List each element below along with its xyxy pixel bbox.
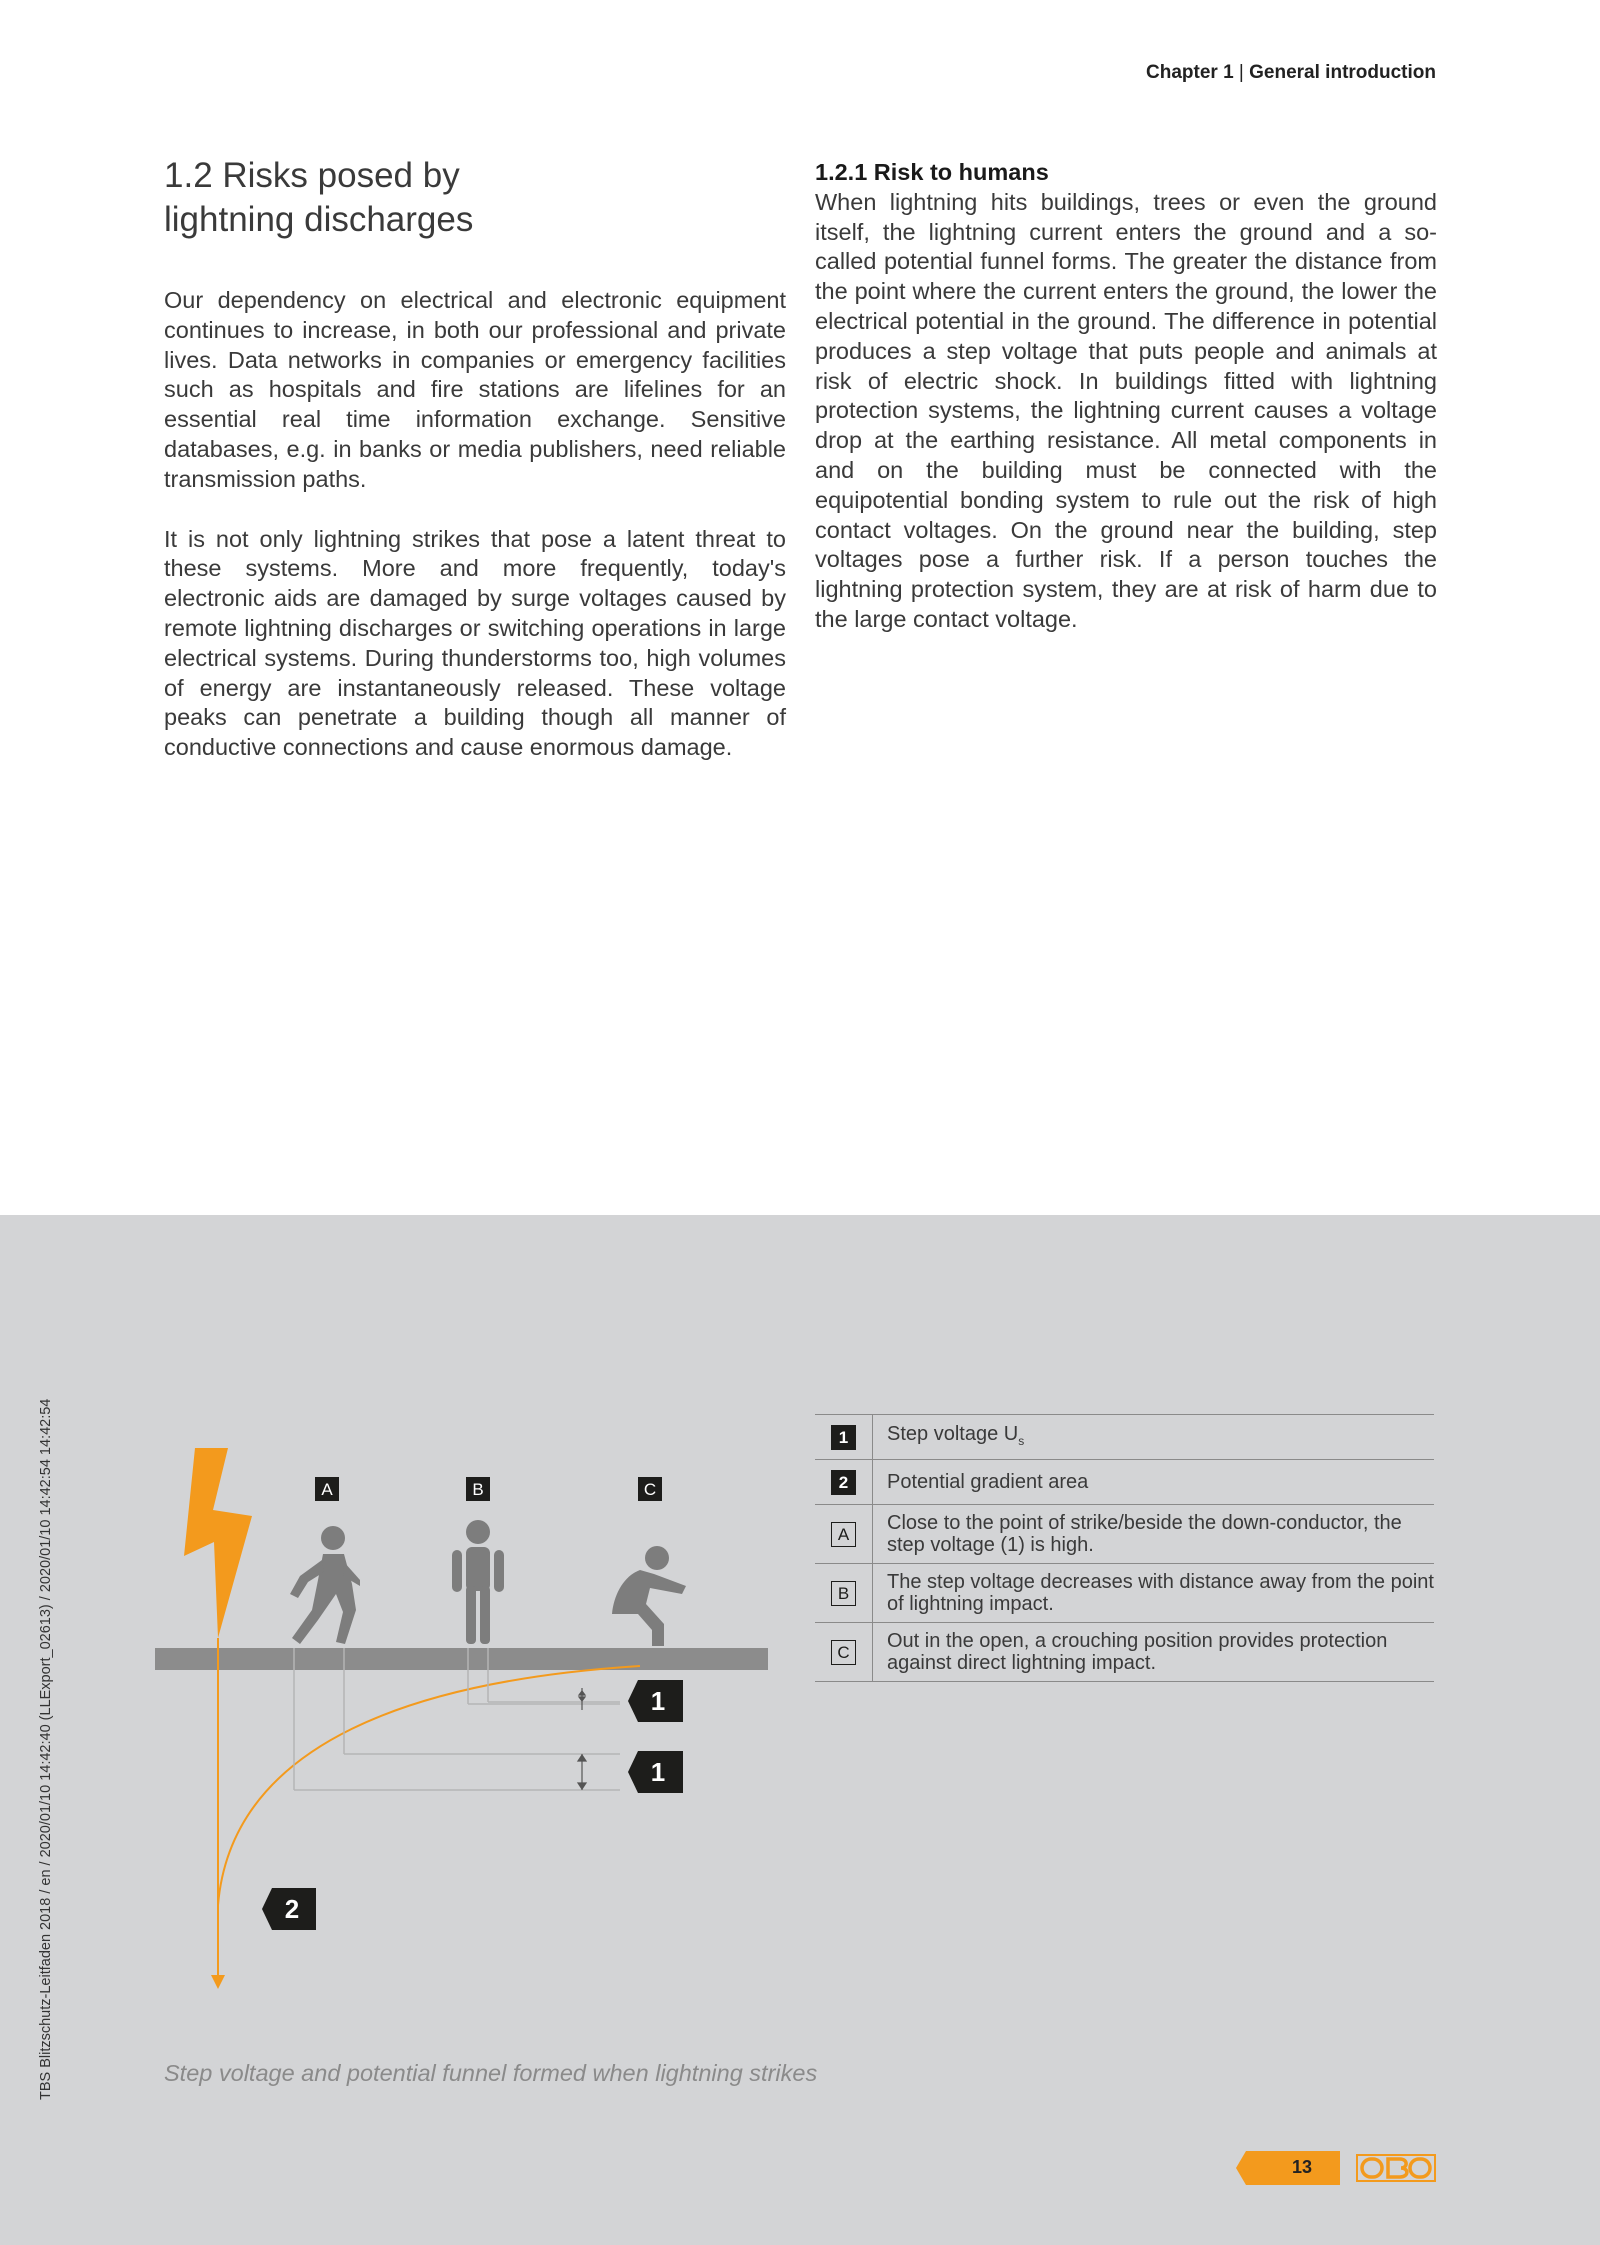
- diagram-legend: [815, 1414, 1434, 1682]
- section-title-line2: lightning discharges: [164, 200, 474, 239]
- current-arrow-icon: [211, 1975, 225, 1989]
- marker-1-lower-text: 1: [650, 1757, 666, 1787]
- paragraph-dependency: Our dependency on electrical and electronic equipment continues to increase, in both our professional and private lives. Data networks in companies or emergency facilities such as hospitals and fire stations are lifelines for an essential real time information exchange. Sensitive databases, e.g. in banks or media publishers, need reliable transmission paths.: [164, 287, 786, 492]
- legend-key-1: 1: [831, 1425, 856, 1450]
- marker-2: [262, 1888, 316, 1930]
- section-title-line1: 1.2 Risks posed by: [164, 156, 460, 195]
- step-voltage-diagram: [0, 1380, 800, 2000]
- paragraph-risk-to-humans: When lightning hits buildings, trees or even the ground itself, the lightning current enters the ground and a so-called potential funnel forms. The greater the distance from the point where the current enters the ground, the lower the electrical potential in the ground. The difference in potential produces a step voltage that puts people and animals at risk of electric shock. In buildings fitted with lightning protection systems, the lightning current causes a voltage drop at the earthing resistance. All metal components in and on the building must be connected with the equipotential bonding system to rule out the risk of high contact voltages. On the ground near the building, step voltages pose a further risk. If a person touches the lightning protection system, they are at risk of harm due to the large contact voltage.: [815, 188, 1437, 632]
- page-tab-shape: [1236, 2151, 1340, 2185]
- legend-text-2: Potential gradient area: [873, 1460, 1435, 1505]
- legend-row: [815, 1460, 1434, 1505]
- legend-key-b: B: [831, 1581, 856, 1606]
- obo-logo: [1356, 2150, 1436, 2186]
- chapter-title: General introduction: [1249, 62, 1436, 83]
- running-header: [1146, 62, 1436, 84]
- legend-row: [815, 1623, 1434, 1682]
- legend-row: [815, 1505, 1434, 1564]
- header-separator: |: [1238, 62, 1244, 83]
- marker-1-upper-text: 1: [650, 1686, 666, 1716]
- left-column: [164, 154, 786, 793]
- chapter-label: Chapter 1: [1146, 62, 1234, 83]
- marker-1-lower: [628, 1751, 683, 1793]
- legend-text-1: Step voltage U: [887, 1422, 1019, 1445]
- paragraph-threats: It is not only lightning strikes that pose a latent threat to these systems. More and more frequently, today's electronic aids are damaged by surge voltages caused by remote lightning discharges or switching operations in large electrical systems. During thunderstorms too, high volumes of energy are instantaneously released. These voltage peaks can penetrate a building though all manner of conductive connections and cause enormous damage.: [164, 525, 786, 761]
- legend-row: [815, 1415, 1434, 1460]
- legend-text-1-subscript: s: [1018, 1433, 1025, 1448]
- person-b-standing-icon: [452, 1520, 504, 1644]
- legend-text-b: The step voltage decreases with distance away from the point of lightning impact.: [873, 1564, 1435, 1623]
- ground-surface: [155, 1648, 768, 1670]
- label-c-box: [638, 1477, 662, 1501]
- lightning-bolt-icon: [184, 1448, 252, 1638]
- legend-text-a: Close to the point of strike/beside the down-conductor, the step voltage (1) is high.: [873, 1505, 1435, 1564]
- marker-2-text: 2: [284, 1894, 300, 1924]
- label-a-box: [315, 1477, 339, 1501]
- label-a-text: A: [321, 1480, 333, 1499]
- side-imprint: TBS Blitzschutz-Leitfaden 2018 / en / 2020/01/10 14:42:40 (LLExport_02613) / 2020/01/10 14:42:54 14:42:54: [38, 1398, 54, 2100]
- right-column: [815, 158, 1437, 665]
- legend-key-2: 2: [831, 1470, 856, 1495]
- label-b-box: [466, 1477, 490, 1501]
- person-a-walking-icon: [290, 1526, 360, 1644]
- legend-key-a: A: [831, 1522, 856, 1547]
- label-c-text: C: [643, 1480, 657, 1499]
- subsection-title: 1.2.1 Risk to humans: [815, 159, 1049, 185]
- label-b-text: B: [472, 1480, 484, 1499]
- legend-row: [815, 1564, 1434, 1623]
- figure-caption: Step voltage and potential funnel formed when lightning strikes: [164, 2060, 818, 2086]
- page-number-tab: [1236, 2151, 1340, 2185]
- legend-text-c: Out in the open, a crouching position provides protection against direct lightning impact.: [873, 1623, 1435, 1682]
- person-c-crouching-icon: [612, 1546, 686, 1646]
- section-title: [164, 154, 786, 242]
- page-number: 13: [1292, 2157, 1313, 2177]
- legend-key-c: C: [831, 1640, 856, 1665]
- marker-1-upper: [628, 1680, 683, 1722]
